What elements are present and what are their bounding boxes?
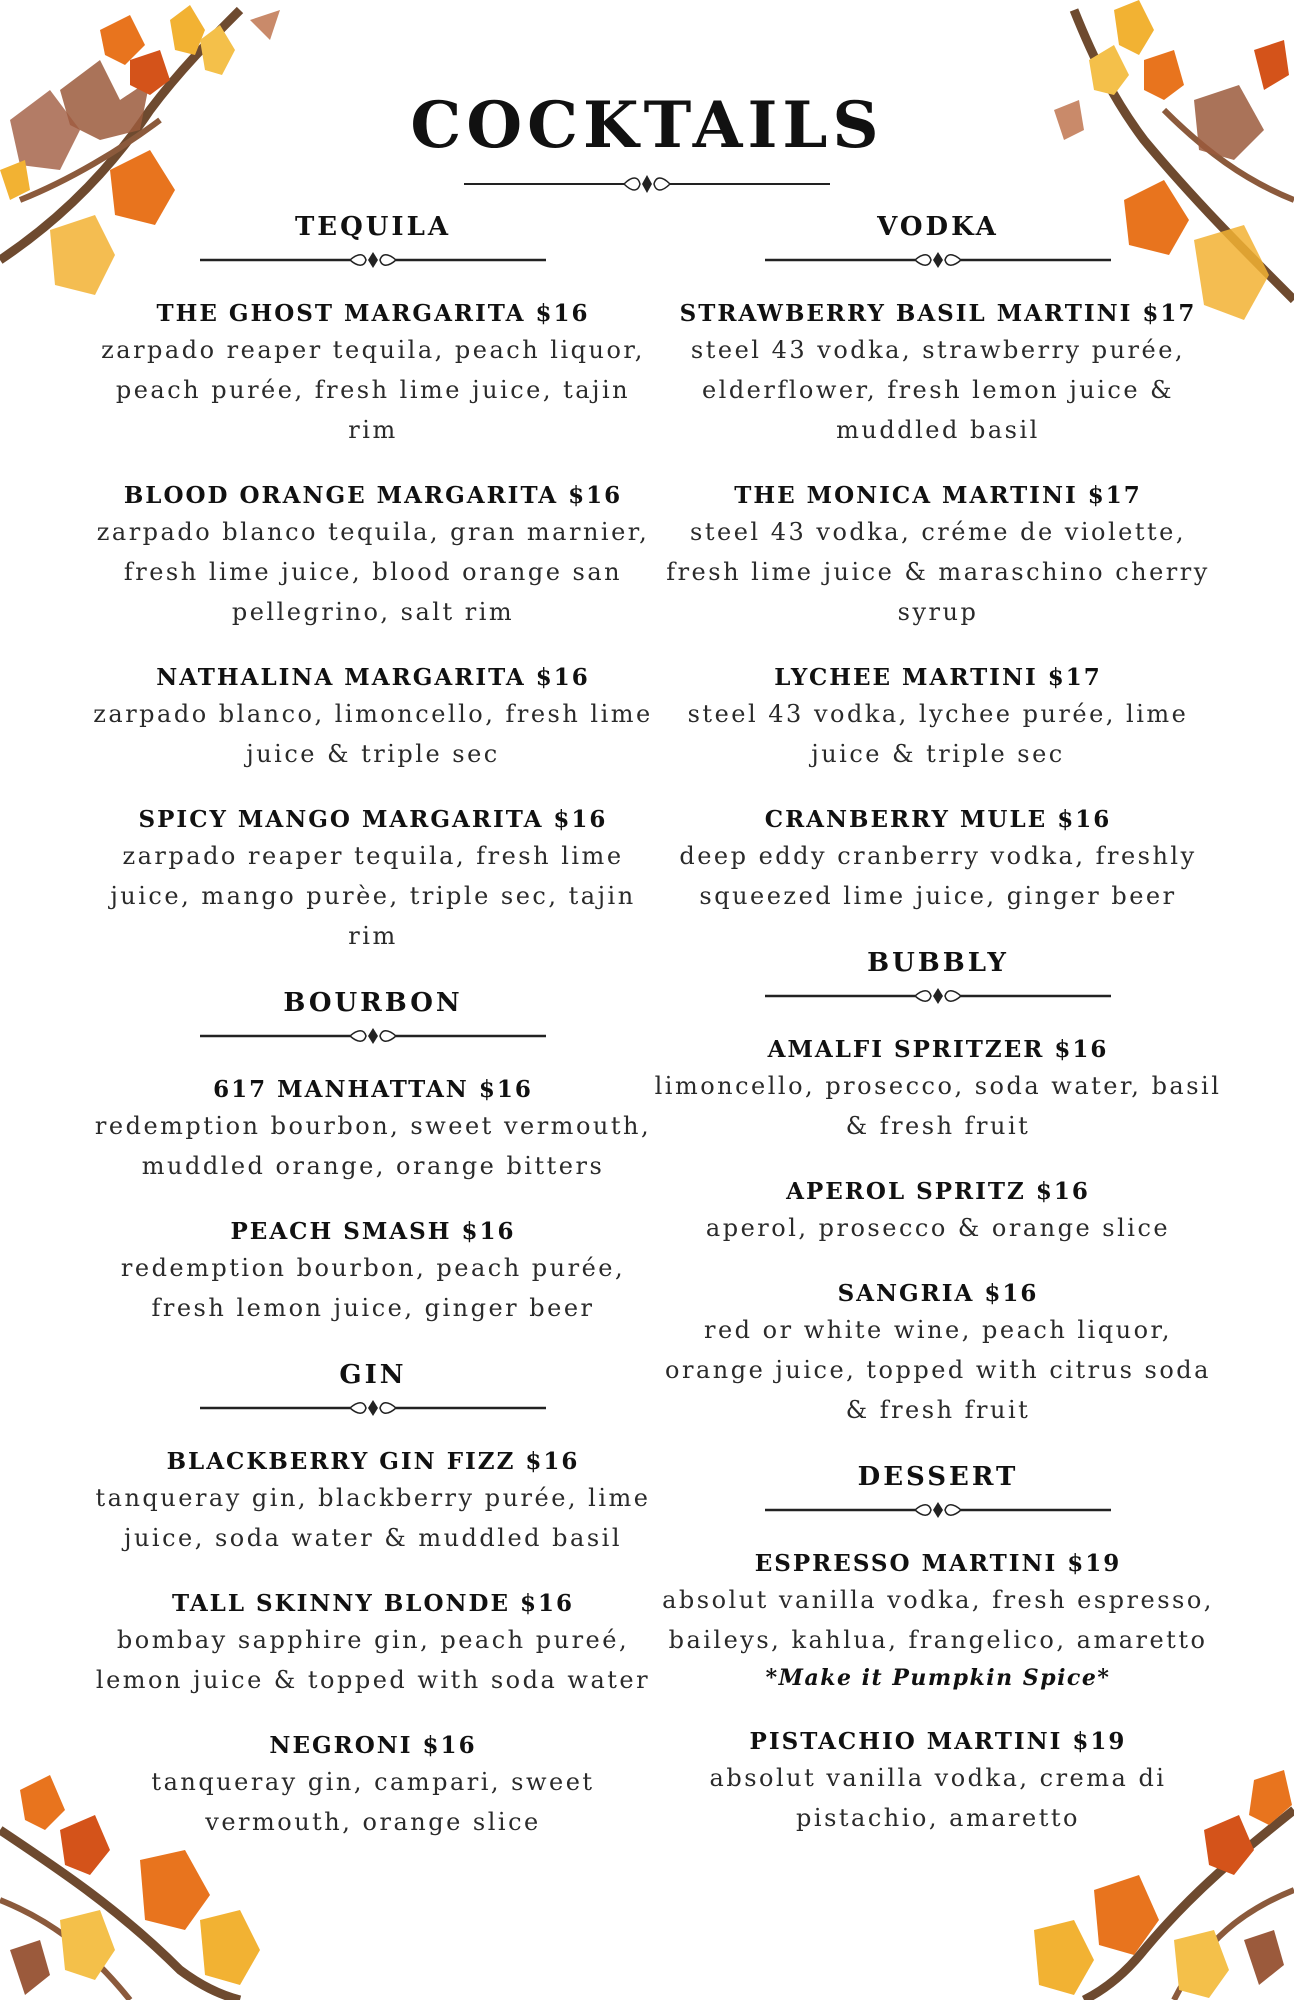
section-title: TEQUILA xyxy=(294,212,452,242)
menu-item xyxy=(83,1074,663,1186)
item-description: red or white wine, peach liquor, orange juice, topped with citrus soda & fresh fruit xyxy=(665,1316,1211,1424)
menu-section-vodka xyxy=(648,210,1228,916)
section-title: GIN xyxy=(339,1360,407,1390)
item-description: steel 43 vodka, lychee purée, lime juice & triple sec xyxy=(687,700,1189,768)
item-name: THE GHOST MARGARITA $16 xyxy=(156,300,590,327)
item-description: absolut vanilla vodka, fresh espresso, baileys, kahlua, frangelico, amaretto xyxy=(662,1586,1214,1654)
section-title: DESSERT xyxy=(857,1462,1019,1492)
item-name: AMALFI SPRITZER $16 xyxy=(767,1036,1109,1063)
item-name: PEACH SMASH $16 xyxy=(230,1218,516,1245)
item-description: steel 43 vodka, créme de violette, fresh lime juice & maraschino cherry syrup xyxy=(666,518,1210,626)
item-description: zarpado blanco tequila, gran marnier, fresh lime juice, blood orange san pellegrino, salt rim xyxy=(96,518,650,626)
item-description: zarpado reaper tequila, fresh lime juice, mango purèe, triple sec, tajin rim xyxy=(110,842,636,950)
item-description: absolut vanilla vodka, crema di pistachio, amaretto xyxy=(709,1764,1167,1832)
item-description: zarpado blanco, limoncello, fresh lime juice & triple sec xyxy=(93,700,653,768)
ornamental-divider xyxy=(200,1398,546,1418)
ornamental-divider xyxy=(200,1026,546,1046)
menu-section-bubbly xyxy=(648,946,1228,1430)
item-description: zarpado reaper tequila, peach liquor, peach purée, fresh lime juice, tajin rim xyxy=(101,336,645,444)
menu-item xyxy=(648,1034,1228,1146)
item-name: THE MONICA MARTINI $17 xyxy=(734,482,1142,509)
menu-section-bourbon xyxy=(83,986,663,1328)
item-description: steel 43 vodka, strawberry purée, elderflower, fresh lemon juice & muddled basil xyxy=(690,336,1186,444)
ornamental-divider xyxy=(200,250,546,270)
menu-item xyxy=(83,1730,663,1842)
menu-item xyxy=(648,480,1228,632)
item-description: redemption bourbon, sweet vermouth, muddled orange, orange bitters xyxy=(94,1112,652,1180)
menu-item xyxy=(648,1176,1228,1248)
title-divider xyxy=(464,172,830,196)
menu-title: COCKTAILS xyxy=(410,88,884,163)
menu-section-gin xyxy=(83,1358,663,1842)
menu-section-dessert xyxy=(648,1460,1228,1838)
menu-item xyxy=(83,480,663,632)
section-title: BUBBLY xyxy=(867,948,1009,978)
left-column xyxy=(83,210,663,1872)
menu-item xyxy=(648,1278,1228,1430)
menu-section-tequila xyxy=(83,210,663,956)
section-title: VODKA xyxy=(877,212,999,242)
item-description: limoncello, prosecco, soda water, basil & fresh fruit xyxy=(654,1072,1222,1140)
item-name: STRAWBERRY BASIL MARTINI $17 xyxy=(679,300,1197,327)
item-name: SPICY MANGO MARGARITA $16 xyxy=(138,806,608,833)
item-name: NEGRONI $16 xyxy=(269,1732,477,1759)
item-name: 617 MANHATTAN $16 xyxy=(213,1076,533,1103)
menu-item xyxy=(648,662,1228,774)
item-name: CRANBERRY MULE $16 xyxy=(764,806,1112,833)
menu-item xyxy=(83,804,663,956)
item-name: BLOOD ORANGE MARGARITA $16 xyxy=(123,482,623,509)
item-description: bombay sapphire gin, peach pureé, lemon juice & topped with soda water xyxy=(95,1626,651,1694)
item-name: ESPRESSO MARTINI $19 xyxy=(754,1550,1122,1577)
item-name: APEROL SPRITZ $16 xyxy=(786,1178,1090,1205)
item-description: deep eddy cranberry vodka, freshly squeezed lime juice, ginger beer xyxy=(679,842,1197,910)
item-name: BLACKBERRY GIN FIZZ $16 xyxy=(166,1448,580,1475)
menu-item xyxy=(83,1446,663,1558)
item-name: PISTACHIO MARTINI $19 xyxy=(749,1728,1127,1755)
right-column xyxy=(648,210,1228,1868)
item-description: tanqueray gin, blackberry purée, lime juice, soda water & muddled basil xyxy=(95,1484,651,1552)
item-description: tanqueray gin, campari, sweet vermouth, orange slice xyxy=(151,1768,595,1836)
item-name: SANGRIA $16 xyxy=(837,1280,1039,1307)
ornamental-divider xyxy=(765,1500,1111,1520)
menu-item xyxy=(648,298,1228,450)
menu-item xyxy=(83,298,663,450)
item-name: NATHALINA MARGARITA $16 xyxy=(156,664,590,691)
item-name: TALL SKINNY BLONDE $16 xyxy=(171,1590,575,1617)
section-title: BOURBON xyxy=(283,988,463,1018)
menu-item xyxy=(83,1588,663,1700)
menu-item xyxy=(83,1216,663,1328)
menu-item xyxy=(648,804,1228,916)
menu-item xyxy=(648,1726,1228,1838)
item-description: redemption bourbon, peach purée, fresh lemon juice, ginger beer xyxy=(120,1254,626,1322)
ornamental-divider xyxy=(765,986,1111,1006)
item-description: aperol, prosecco & orange slice xyxy=(705,1214,1171,1242)
menu-item xyxy=(83,662,663,774)
item-name: LYCHEE MARTINI $17 xyxy=(774,664,1102,691)
item-note: *Make it Pumpkin Spice* xyxy=(765,1665,1111,1691)
ornamental-divider xyxy=(765,250,1111,270)
menu-item xyxy=(648,1548,1228,1696)
